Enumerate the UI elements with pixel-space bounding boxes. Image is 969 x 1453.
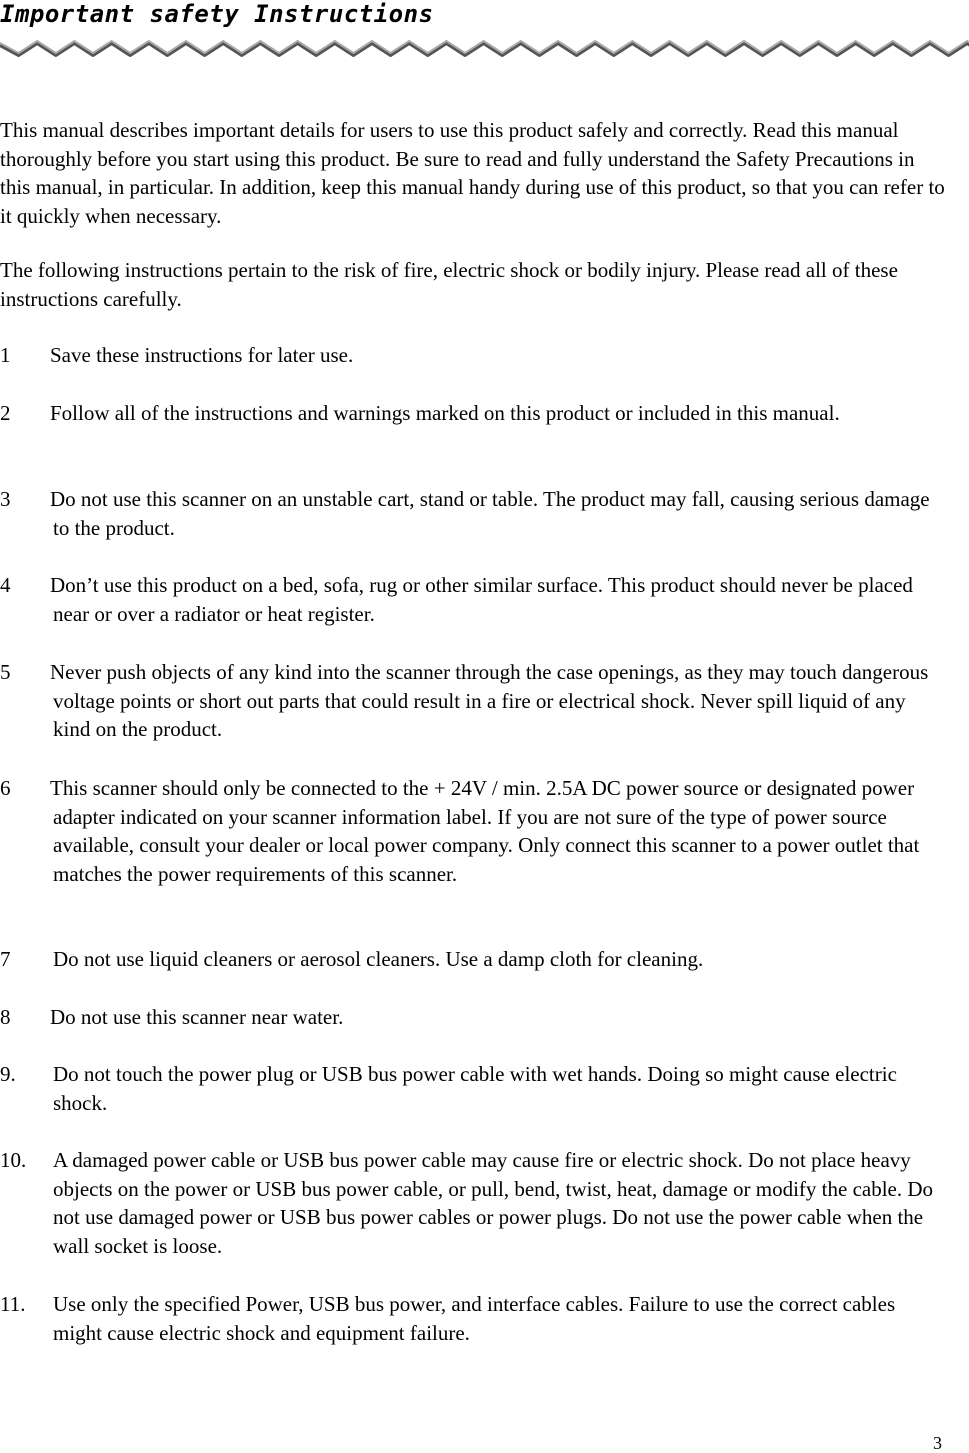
instruction-text: Follow all of the instructions and warnings marked on this product or included in this manual. [50, 401, 840, 425]
instruction-number: 2 [0, 401, 11, 425]
instruction-item [0, 1290, 945, 1347]
instruction-item [0, 571, 945, 628]
intro-paragraph: The following instructions pertain to the risk of fire, electric shock or bodily injury. Please read all of these instructions carefully. [0, 258, 898, 311]
instruction-item [0, 658, 945, 744]
instruction-text: Do not use liquid cleaners or aerosol cleaners. Use a damp cloth for cleaning. [53, 947, 704, 971]
page-heading: Important safety Instructions [0, 0, 434, 28]
instruction-item [0, 945, 945, 974]
instruction-item [0, 399, 945, 428]
zigzag-divider-icon [0, 37, 969, 61]
page-number: 3 [933, 1433, 942, 1453]
intro-paragraph: This manual describes important details for users to use this product safely and correctly. Read this manual thoroughly before you start using this product. Be sure to read and fully understand the Safety Precautions in this manual, in particular. In addition, keep this manual handy during use of this product, so that you can refer to it quickly when necessary. [0, 118, 945, 228]
instruction-number: 11. [0, 1292, 26, 1316]
instruction-text: Never push objects of any kind into the scanner through the case openings, as they may touch dangerous voltage points or short out parts that could result in a fire or electrical shock. Never spill liquid of any kind on the product. [50, 660, 929, 741]
instruction-number: 4 [0, 573, 11, 597]
instruction-text: This scanner should only be connected to the + 24V / min. 2.5A DC power source or designated power adapter indicated on your scanner information label. If you are not sure of the type of power source available, consult your dealer or local power company. Only connect this scanner to a power outlet that matches the power requirements of this scanner. [50, 776, 920, 886]
instruction-number: 1 [0, 343, 11, 367]
instruction-number: 5 [0, 660, 11, 684]
instruction-number: 9. [0, 1062, 16, 1086]
instruction-number: 10. [0, 1148, 27, 1172]
instruction-text: Don’t use this product on a bed, sofa, rug or other similar surface. This product should never be placed near or over a radiator or heat register. [50, 573, 913, 626]
instruction-number: 7 [0, 947, 11, 971]
instruction-number: 3 [0, 487, 11, 511]
instruction-item [0, 1146, 945, 1260]
instruction-text: Do not touch the power plug or USB bus power cable with wet hands. Doing so might cause electric shock. [53, 1062, 897, 1115]
instruction-text: Save these instructions for later use. [50, 343, 354, 367]
instruction-item [0, 485, 945, 542]
instruction-text: Do not use this scanner near water. [50, 1005, 344, 1029]
instruction-text: Use only the specified Power, USB bus power, and interface cables. Failure to use the correct cables might cause electric shock and equipment failure. [53, 1292, 896, 1345]
instruction-item [0, 1003, 945, 1032]
instruction-number: 8 [0, 1005, 11, 1029]
instruction-text: A damaged power cable or USB bus power cable may cause fire or electric shock. Do not place heavy objects on the power or USB bus power cable, or pull, bend, twist, heat, damage or modify the cable. Do not use damaged power or USB bus power cables or power plugs. Do not use the power cable when the wall socket is loose. [53, 1148, 934, 1258]
instruction-number: 6 [0, 776, 11, 800]
instruction-item [0, 1060, 945, 1117]
instruction-item [0, 341, 945, 370]
instruction-item [0, 774, 945, 888]
instruction-text: Do not use this scanner on an unstable cart, stand or table. The product may fall, causing serious damage to the product. [50, 487, 930, 540]
